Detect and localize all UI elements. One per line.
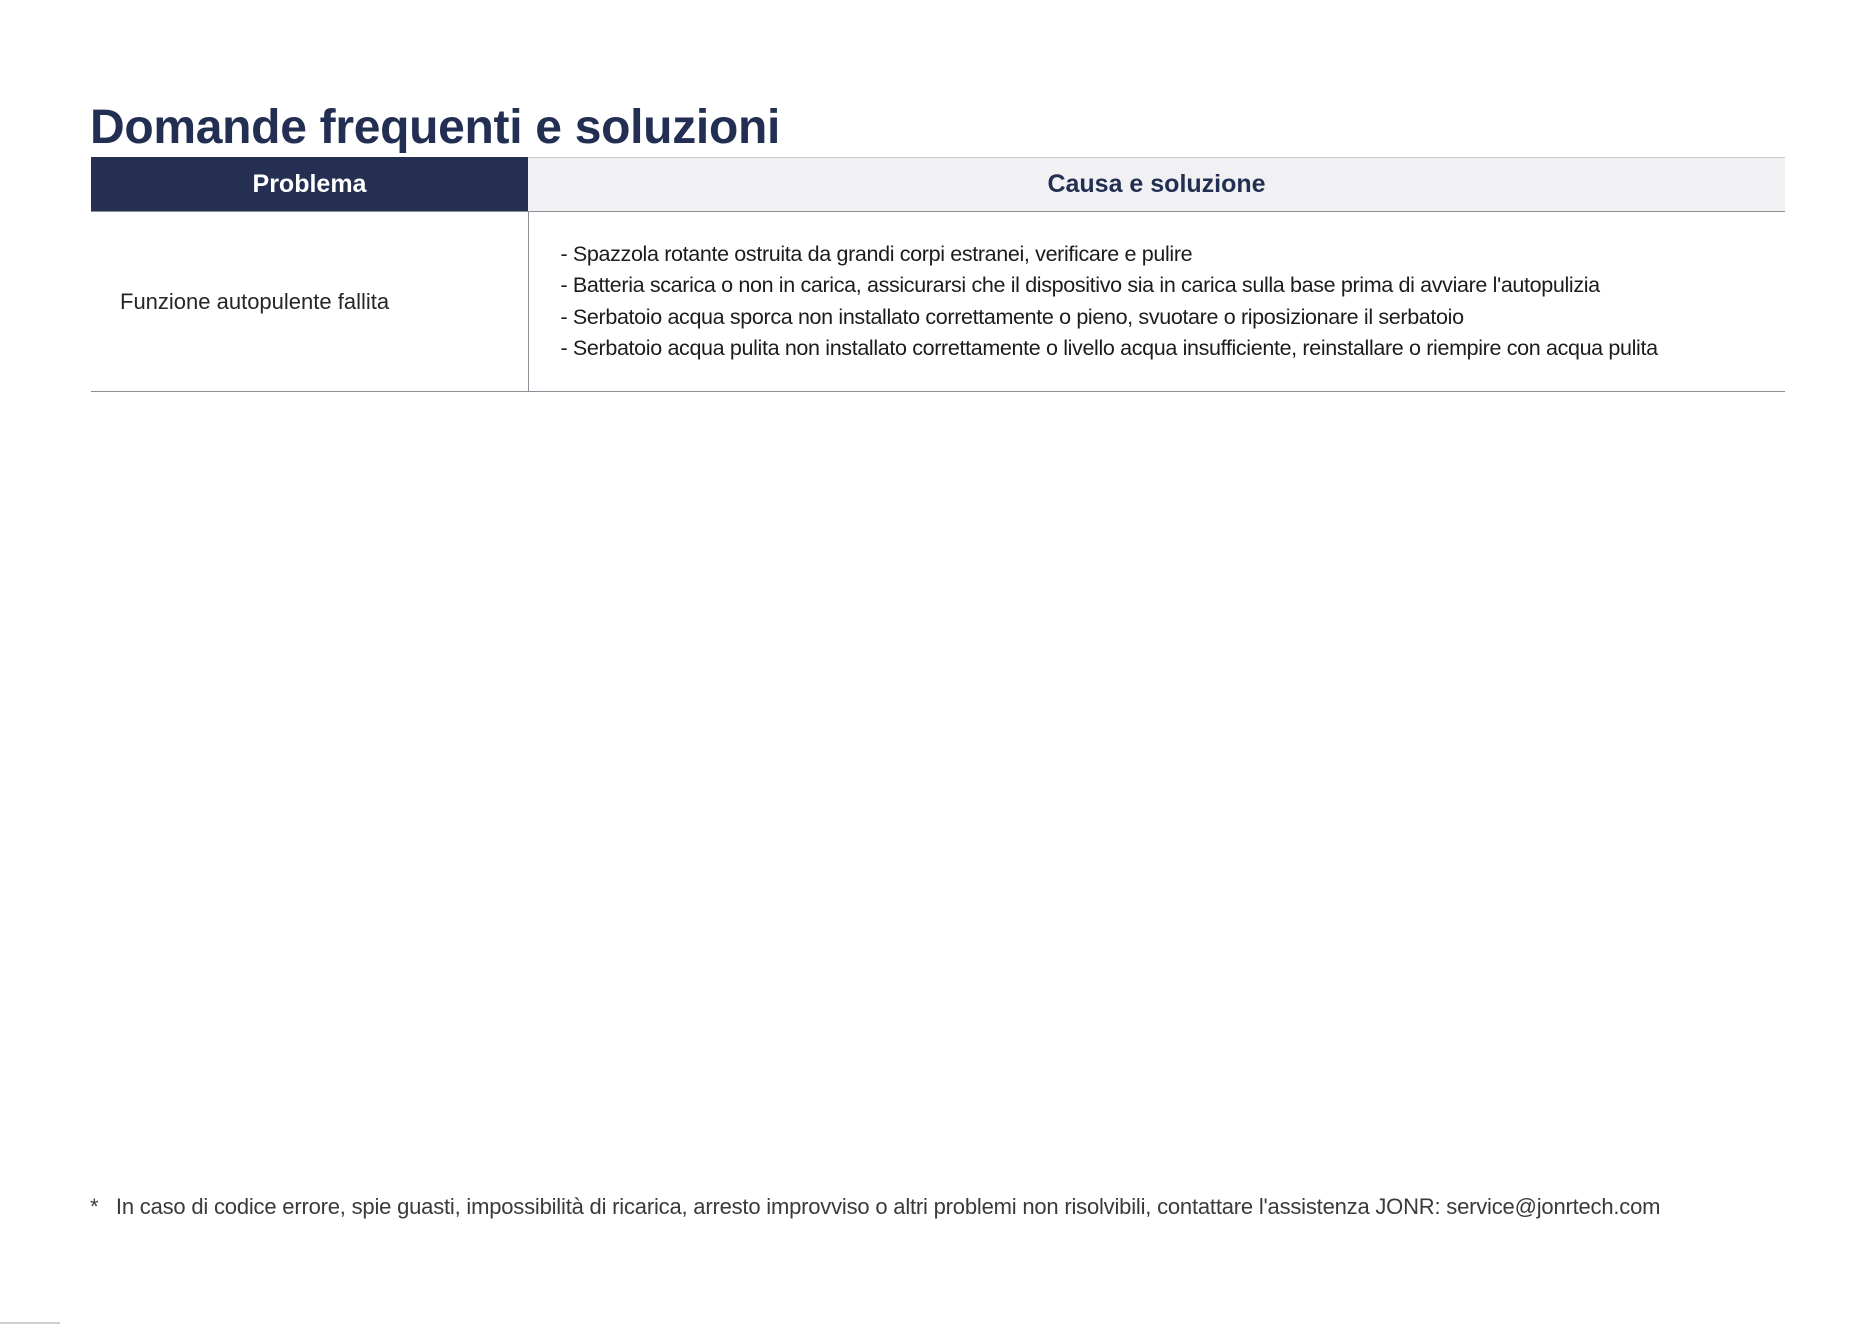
table-header-row [91, 158, 1785, 212]
solution-list [561, 239, 1786, 365]
column-header-problem: Problema [91, 158, 528, 212]
faq-table [91, 157, 1785, 392]
table-row [91, 212, 1785, 392]
footnote-text: In caso di codice errore, spie guasti, impossibilità di ricarica, arresto improvviso o altri problemi non risolvibili, contattare l'assistenza JONR: service@jonrtech.com [115, 1194, 1661, 1219]
solution-item: - Serbatoio acqua pulita non installato correttamente o livello acqua insufficiente, reinstallare o riempire con acqua pulita [560, 336, 1658, 360]
solution-cell [528, 212, 1785, 392]
page-title: Domande frequenti e soluzioni [90, 101, 781, 154]
solution-item: - Batteria scarica o non in carica, assicurarsi che il dispositivo sia in carica sulla base prima di avviare l'autopulizia [560, 273, 1600, 297]
footnote-marker: * [90, 1194, 99, 1219]
footnote [90, 1194, 1660, 1220]
solution-item: - Spazzola rotante ostruita da grandi corpi estranei, verificare e pulire [560, 241, 1193, 266]
problem-cell: Funzione autopulente fallita [91, 212, 528, 392]
column-header-solution: Causa e soluzione [528, 158, 1785, 212]
solution-item: - Serbatoio acqua sporca non installato correttamente o pieno, svuotare o riposizionare il serbatoio [560, 304, 1464, 329]
